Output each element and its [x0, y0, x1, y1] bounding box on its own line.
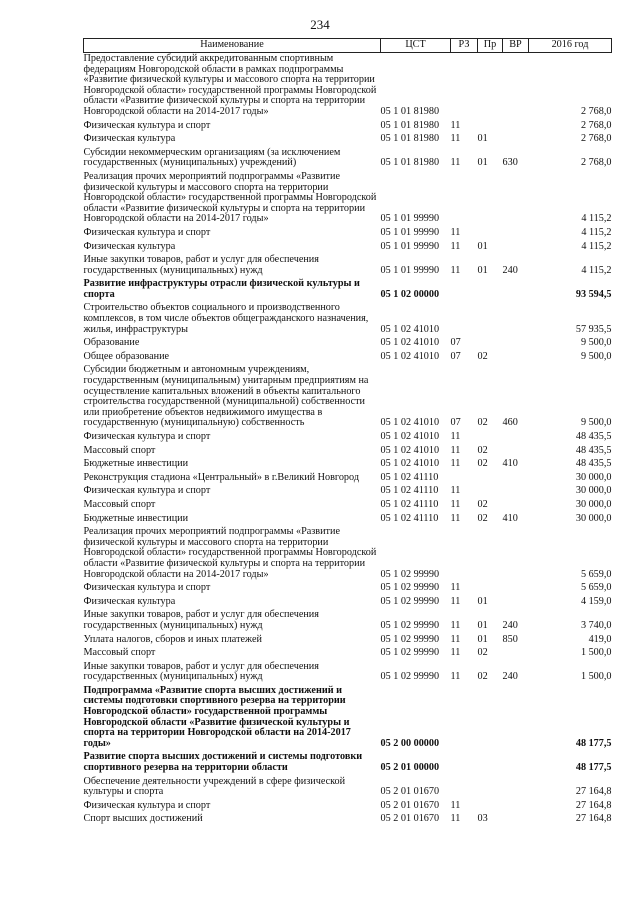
row-amount-cell: 1 500,0: [580, 671, 612, 683]
row-vr-cell: [503, 776, 529, 800]
table-row: [84, 634, 612, 648]
row-amount-cell: 1 500,0: [580, 647, 612, 659]
row-cst-cell: 05 1 01 99990: [380, 264, 440, 276]
row-name-cell: Спорт высших достижений: [83, 813, 203, 825]
row-vr-cell: [503, 171, 529, 227]
row-rz-cell: 11: [450, 512, 461, 524]
row-rz-cell: 11: [450, 119, 461, 131]
row-vr-cell: [503, 241, 529, 255]
row-pr-cell: 01: [477, 240, 488, 252]
row-cst-cell: 05 2 00 00000: [380, 737, 440, 749]
row-vr-cell: [503, 526, 529, 582]
row-cst-cell: 05 1 02 41110: [380, 512, 439, 524]
row-pr-cell: [478, 800, 503, 814]
row-rz-cell: 11: [450, 647, 461, 659]
row-vr-cell: 240: [502, 671, 518, 683]
row-pr-cell: 01: [477, 619, 488, 631]
row-pr-cell: [478, 227, 503, 241]
row-name-cell: Физическая культура и спорт: [83, 582, 211, 594]
row-cst-cell: 05 1 02 41010: [380, 417, 440, 429]
column-header-pr: Пр: [478, 39, 503, 53]
row-rz-cell: 11: [450, 264, 461, 276]
column-header-name: Наименование: [84, 39, 381, 53]
row-amount-cell: 5 659,0: [580, 568, 612, 580]
table-row: [84, 751, 612, 775]
row-amount-cell: 9 500,0: [580, 417, 612, 429]
row-vr-cell: [503, 596, 529, 610]
row-cst-cell: 05 2 01 01670: [380, 786, 440, 798]
row-rz-cell: [451, 53, 478, 120]
table-row: [84, 171, 612, 227]
row-vr-cell: [503, 227, 529, 241]
row-name-cell: Обеспечение деятельности учреждений в сфере физической культуры и спорта: [83, 775, 346, 798]
row-amount-cell: 4 159,0: [580, 595, 612, 607]
row-name-cell: Физическая культура и спорт: [83, 431, 211, 442]
row-rz-cell: [451, 751, 478, 775]
row-rz-cell: [451, 302, 478, 337]
row-name-cell: Массовый спорт: [83, 444, 156, 456]
table-row: [84, 472, 612, 486]
row-rz-cell: 11: [450, 226, 461, 238]
table-row: [84, 800, 612, 814]
table-row: [84, 685, 612, 752]
table-row: [84, 120, 612, 134]
row-vr-cell: [503, 499, 529, 513]
row-name-cell: Иные закупки товаров, работ и услуг для обеспечения государственных (муниципальных) нужд: [83, 660, 319, 683]
row-name-cell: Реализация прочих мероприятий подпрограммы «Развитие физической культуры и массового спорта на территории Новгородской области» государственной программы Новгородской области «Развитие физической культуры и спорта на территории Новгородской области на 2014-2017 годы»: [83, 526, 377, 580]
column-header-rz: РЗ: [451, 39, 478, 53]
row-pr-cell: 02: [477, 444, 488, 456]
row-amount-cell: 93 594,5: [575, 288, 612, 300]
row-cst-cell: 05 1 01 99990: [380, 226, 440, 238]
row-pr-cell: 02: [477, 671, 488, 683]
row-name-cell: Развитие инфраструктуры отрасли физической культуры и спорта: [83, 278, 360, 300]
row-name-cell: Развитие спорта высших достижений и системы подготовки спортивного резерва на территории области: [83, 751, 363, 774]
row-pr-cell: 01: [477, 633, 488, 645]
row-cst-cell: 05 1 02 41110: [380, 498, 439, 510]
row-name-cell: Предоставление субсидий аккредитованным спортивным федерациям Новгородской области в рамках подпрограммы «Развитие физической культуры и массового спорта на территории Новгородской области» государственной программы Новгородской области «Развитие физической культуры и спорта на территории Новгородской области на 2014-2017 годы»: [83, 53, 377, 117]
row-amount-cell: 48 177,5: [575, 737, 612, 749]
row-cst-cell: 05 1 01 81980: [380, 105, 440, 117]
table-body: [84, 53, 612, 828]
table-row: [84, 278, 612, 302]
row-pr-cell: 02: [477, 512, 488, 524]
table-row: [84, 445, 612, 459]
row-amount-cell: 30 000,0: [575, 512, 612, 524]
row-name-cell: Физическая культура: [83, 133, 176, 145]
row-vr-cell: [503, 685, 529, 752]
row-pr-cell: 02: [477, 350, 488, 362]
row-name-cell: Бюджетные инвестиции: [83, 458, 189, 470]
row-cst-cell: 05 1 02 41110: [380, 485, 439, 497]
table-row: [84, 499, 612, 513]
table-row: [84, 513, 612, 527]
row-vr-cell: [503, 302, 529, 337]
table-row: [84, 647, 612, 661]
row-pr-cell: [478, 171, 503, 227]
row-cst-cell: 05 1 02 41010: [380, 431, 440, 442]
row-cst-cell: 05 1 01 99990: [380, 240, 440, 252]
row-rz-cell: 11: [450, 485, 461, 497]
row-name-cell: Физическая культура и спорт: [83, 485, 211, 497]
table-row: [84, 776, 612, 800]
row-cst-cell: 05 1 02 41110: [380, 471, 439, 483]
row-rz-cell: 11: [450, 444, 461, 456]
row-amount-cell: 48 177,5: [575, 762, 612, 774]
row-vr-cell: 850: [502, 633, 518, 645]
page-number: 234: [310, 17, 330, 32]
row-rz-cell: 11: [450, 633, 461, 645]
row-amount-cell: 4 115,2: [581, 240, 612, 252]
row-cst-cell: 05 2 01 01670: [380, 799, 440, 811]
row-vr-cell: [503, 813, 529, 827]
row-pr-cell: 01: [477, 595, 488, 607]
row-cst-cell: 05 1 01 81980: [380, 157, 440, 169]
row-cst-cell: 05 1 02 99990: [380, 595, 440, 607]
row-pr-cell: [478, 120, 503, 134]
row-name-cell: Физическая культура: [83, 595, 176, 607]
row-name-cell: Физическая культура: [83, 240, 176, 252]
table-row: [84, 526, 612, 582]
row-pr-cell: 03: [477, 813, 488, 825]
row-rz-cell: 11: [450, 619, 461, 631]
row-cst-cell: 05 1 02 99990: [380, 647, 440, 659]
row-vr-cell: [503, 351, 529, 365]
row-amount-cell: 27 164,8: [575, 799, 612, 811]
table-row: [84, 133, 612, 147]
row-vr-cell: 460: [502, 417, 518, 429]
row-pr-cell: [478, 582, 503, 596]
row-name-cell: Физическая культура и спорт: [83, 119, 211, 131]
row-rz-cell: 11: [450, 133, 461, 145]
row-name-cell: Массовый спорт: [83, 498, 156, 510]
row-rz-cell: 07: [450, 417, 461, 429]
row-vr-cell: [503, 431, 529, 445]
row-pr-cell: [478, 53, 503, 120]
table-row: [84, 458, 612, 472]
row-amount-cell: 2 768,0: [580, 119, 612, 131]
row-name-cell: Реконструкция стадиона «Центральный» в г.Великий Новгород: [83, 471, 360, 483]
row-cst-cell: 05 1 02 99990: [380, 582, 440, 594]
row-name-cell: Строительство объектов социального и производственного комплексов, в том числе объектов общегражданского назначения, жилья, инфраструктуры: [83, 302, 369, 335]
row-pr-cell: [478, 751, 503, 775]
row-name-cell: Подпрограмма «Развитие спорта высших достижений и системы подготовки спортивного резерва на территории Новгородской области» государственной программы Новгородской области «Развитие физической культуры и спорта на территории Новгородской области на 2014-2017 годы»: [83, 684, 351, 749]
row-cst-cell: 05 1 01 81980: [380, 119, 440, 131]
row-amount-cell: 9 500,0: [580, 350, 612, 362]
row-cst-cell: 05 1 02 99990: [380, 633, 440, 645]
row-pr-cell: [478, 431, 503, 445]
column-header-vr: ВР: [503, 39, 529, 53]
row-cst-cell: 05 1 02 41010: [380, 323, 440, 335]
row-amount-cell: 2 768,0: [580, 133, 612, 145]
row-cst-cell: 05 1 02 99990: [380, 671, 440, 683]
row-rz-cell: [451, 685, 478, 752]
table-row: [84, 661, 612, 685]
row-rz-cell: 07: [450, 350, 461, 362]
row-vr-cell: [503, 751, 529, 775]
row-vr-cell: [503, 647, 529, 661]
table-row: [84, 609, 612, 633]
row-vr-cell: [503, 485, 529, 499]
row-rz-cell: [451, 472, 478, 486]
row-rz-cell: 11: [450, 458, 461, 470]
row-name-cell: Физическая культура и спорт: [83, 226, 211, 238]
row-cst-cell: 05 1 01 81980: [380, 133, 440, 145]
row-amount-cell: 30 000,0: [575, 471, 612, 483]
row-cst-cell: 05 1 02 00000: [380, 288, 440, 300]
row-vr-cell: [503, 445, 529, 459]
table-row: [84, 147, 612, 171]
row-rz-cell: [451, 171, 478, 227]
row-name-cell: Бюджетные инвестиции: [83, 512, 189, 524]
row-name-cell: Иные закупки товаров, работ и услуг для обеспечения государственных (муниципальных) нужд: [83, 254, 319, 276]
table-row: [84, 364, 612, 431]
row-pr-cell: 02: [477, 458, 488, 470]
row-name-cell: Иные закупки товаров, работ и услуг для обеспечения государственных (муниципальных) нужд: [83, 609, 319, 631]
row-rz-cell: [451, 278, 478, 302]
row-amount-cell: 419,0: [588, 633, 612, 645]
row-name-cell: Субсидии бюджетным и автономным учреждениям, государственным (муниципальным) унитарным предприятиям на осуществление капитальных вложений в объекты капитального строительства государственной (муниципальной) собственности или приобретение объектов недвижимого имущества в государственную (муниципальную) собственность: [83, 364, 369, 429]
row-pr-cell: [478, 278, 503, 302]
row-amount-cell: 5 659,0: [580, 582, 612, 594]
row-amount-cell: 27 164,8: [575, 813, 612, 825]
row-amount-cell: 4 115,2: [581, 226, 612, 238]
row-vr-cell: [503, 337, 529, 351]
row-name-cell: Уплата налогов, сборов и иных платежей: [83, 633, 262, 645]
column-header-cst: ЦСТ: [381, 39, 451, 53]
row-pr-cell: 01: [477, 133, 488, 145]
row-cst-cell: 05 1 02 41010: [380, 337, 440, 349]
row-cst-cell: 05 1 02 41010: [380, 458, 440, 470]
row-rz-cell: 11: [450, 582, 461, 594]
row-vr-cell: [503, 800, 529, 814]
row-vr-cell: [503, 120, 529, 134]
table-row: [84, 302, 612, 337]
budget-table: [83, 38, 612, 827]
row-vr-cell: 410: [502, 458, 518, 470]
row-vr-cell: 240: [502, 264, 518, 276]
table-row: [84, 53, 612, 120]
row-amount-cell: 2 768,0: [580, 157, 612, 169]
row-rz-cell: 11: [450, 799, 461, 811]
row-name-cell: Массовый спорт: [83, 647, 156, 659]
row-amount-cell: 4 115,2: [581, 213, 612, 225]
row-name-cell: Реализация прочих мероприятий подпрограммы «Развитие физической культуры и массового спорта на территории Новгородской области» государственной программы Новгородской области «Развитие физической культуры и спорта на территории Новгородской области на 2014-2017 годы»: [83, 170, 377, 225]
row-amount-cell: 30 000,0: [575, 485, 612, 497]
row-amount-cell: 30 000,0: [575, 498, 612, 510]
row-pr-cell: [478, 337, 503, 351]
row-cst-cell: 05 1 02 99990: [380, 619, 440, 631]
row-rz-cell: [451, 526, 478, 582]
table-row: [84, 596, 612, 610]
row-pr-cell: 01: [477, 264, 488, 276]
row-vr-cell: 240: [502, 619, 518, 631]
row-rz-cell: 07: [450, 337, 461, 349]
row-pr-cell: 01: [477, 157, 488, 169]
row-amount-cell: 4 115,2: [581, 264, 612, 276]
row-rz-cell: 11: [450, 498, 461, 510]
row-cst-cell: 05 2 01 00000: [380, 762, 440, 774]
row-cst-cell: 05 1 01 99990: [380, 213, 440, 225]
row-rz-cell: 11: [450, 157, 461, 169]
table-row: [84, 582, 612, 596]
row-vr-cell: [503, 278, 529, 302]
row-pr-cell: [478, 302, 503, 337]
row-pr-cell: [478, 776, 503, 800]
row-amount-cell: 57 935,5: [575, 323, 612, 335]
column-header-year: 2016 год: [529, 39, 612, 53]
row-pr-cell: 02: [477, 498, 488, 510]
row-pr-cell: [478, 472, 503, 486]
row-name-cell: Образование: [83, 337, 140, 349]
row-amount-cell: 3 740,0: [580, 619, 612, 631]
row-rz-cell: 11: [450, 240, 461, 252]
row-cst-cell: 05 2 01 01670: [380, 813, 440, 825]
row-cst-cell: 05 1 02 41010: [380, 350, 440, 362]
row-vr-cell: 410: [502, 512, 518, 524]
row-amount-cell: 48 435,5: [575, 458, 612, 470]
row-rz-cell: 11: [450, 671, 461, 683]
row-name-cell: Общее образование: [83, 350, 170, 362]
table-row: [84, 254, 612, 278]
table-row: [84, 813, 612, 827]
row-amount-cell: 48 435,5: [575, 431, 612, 442]
row-name-cell: Субсидии некоммерческим организациям (за исключением государственных (муниципальных) учреждений): [83, 146, 341, 169]
row-rz-cell: 11: [450, 431, 461, 442]
row-rz-cell: 11: [450, 595, 461, 607]
table-header-row: [84, 39, 612, 53]
row-name-cell: Физическая культура и спорт: [83, 799, 211, 811]
row-amount-cell: 9 500,0: [580, 337, 612, 349]
row-rz-cell: [451, 776, 478, 800]
row-amount-cell: 48 435,5: [575, 444, 612, 456]
row-vr-cell: 630: [502, 157, 518, 169]
row-amount-cell: 27 164,8: [575, 786, 612, 798]
table-row: [84, 337, 612, 351]
row-pr-cell: [478, 485, 503, 499]
row-pr-cell: 02: [477, 417, 488, 429]
row-pr-cell: [478, 526, 503, 582]
table-row: [84, 431, 612, 445]
row-vr-cell: [503, 133, 529, 147]
row-vr-cell: [503, 582, 529, 596]
row-rz-cell: 11: [450, 813, 461, 825]
row-cst-cell: 05 1 02 99990: [380, 568, 440, 580]
table-row: [84, 485, 612, 499]
row-cst-cell: 05 1 02 41010: [380, 444, 440, 456]
row-pr-cell: [478, 685, 503, 752]
table-row: [84, 227, 612, 241]
row-vr-cell: [503, 472, 529, 486]
row-vr-cell: [503, 53, 529, 120]
table-row: [84, 351, 612, 365]
table-row: [84, 241, 612, 255]
row-amount-cell: 2 768,0: [580, 105, 612, 117]
row-pr-cell: 02: [477, 647, 488, 659]
